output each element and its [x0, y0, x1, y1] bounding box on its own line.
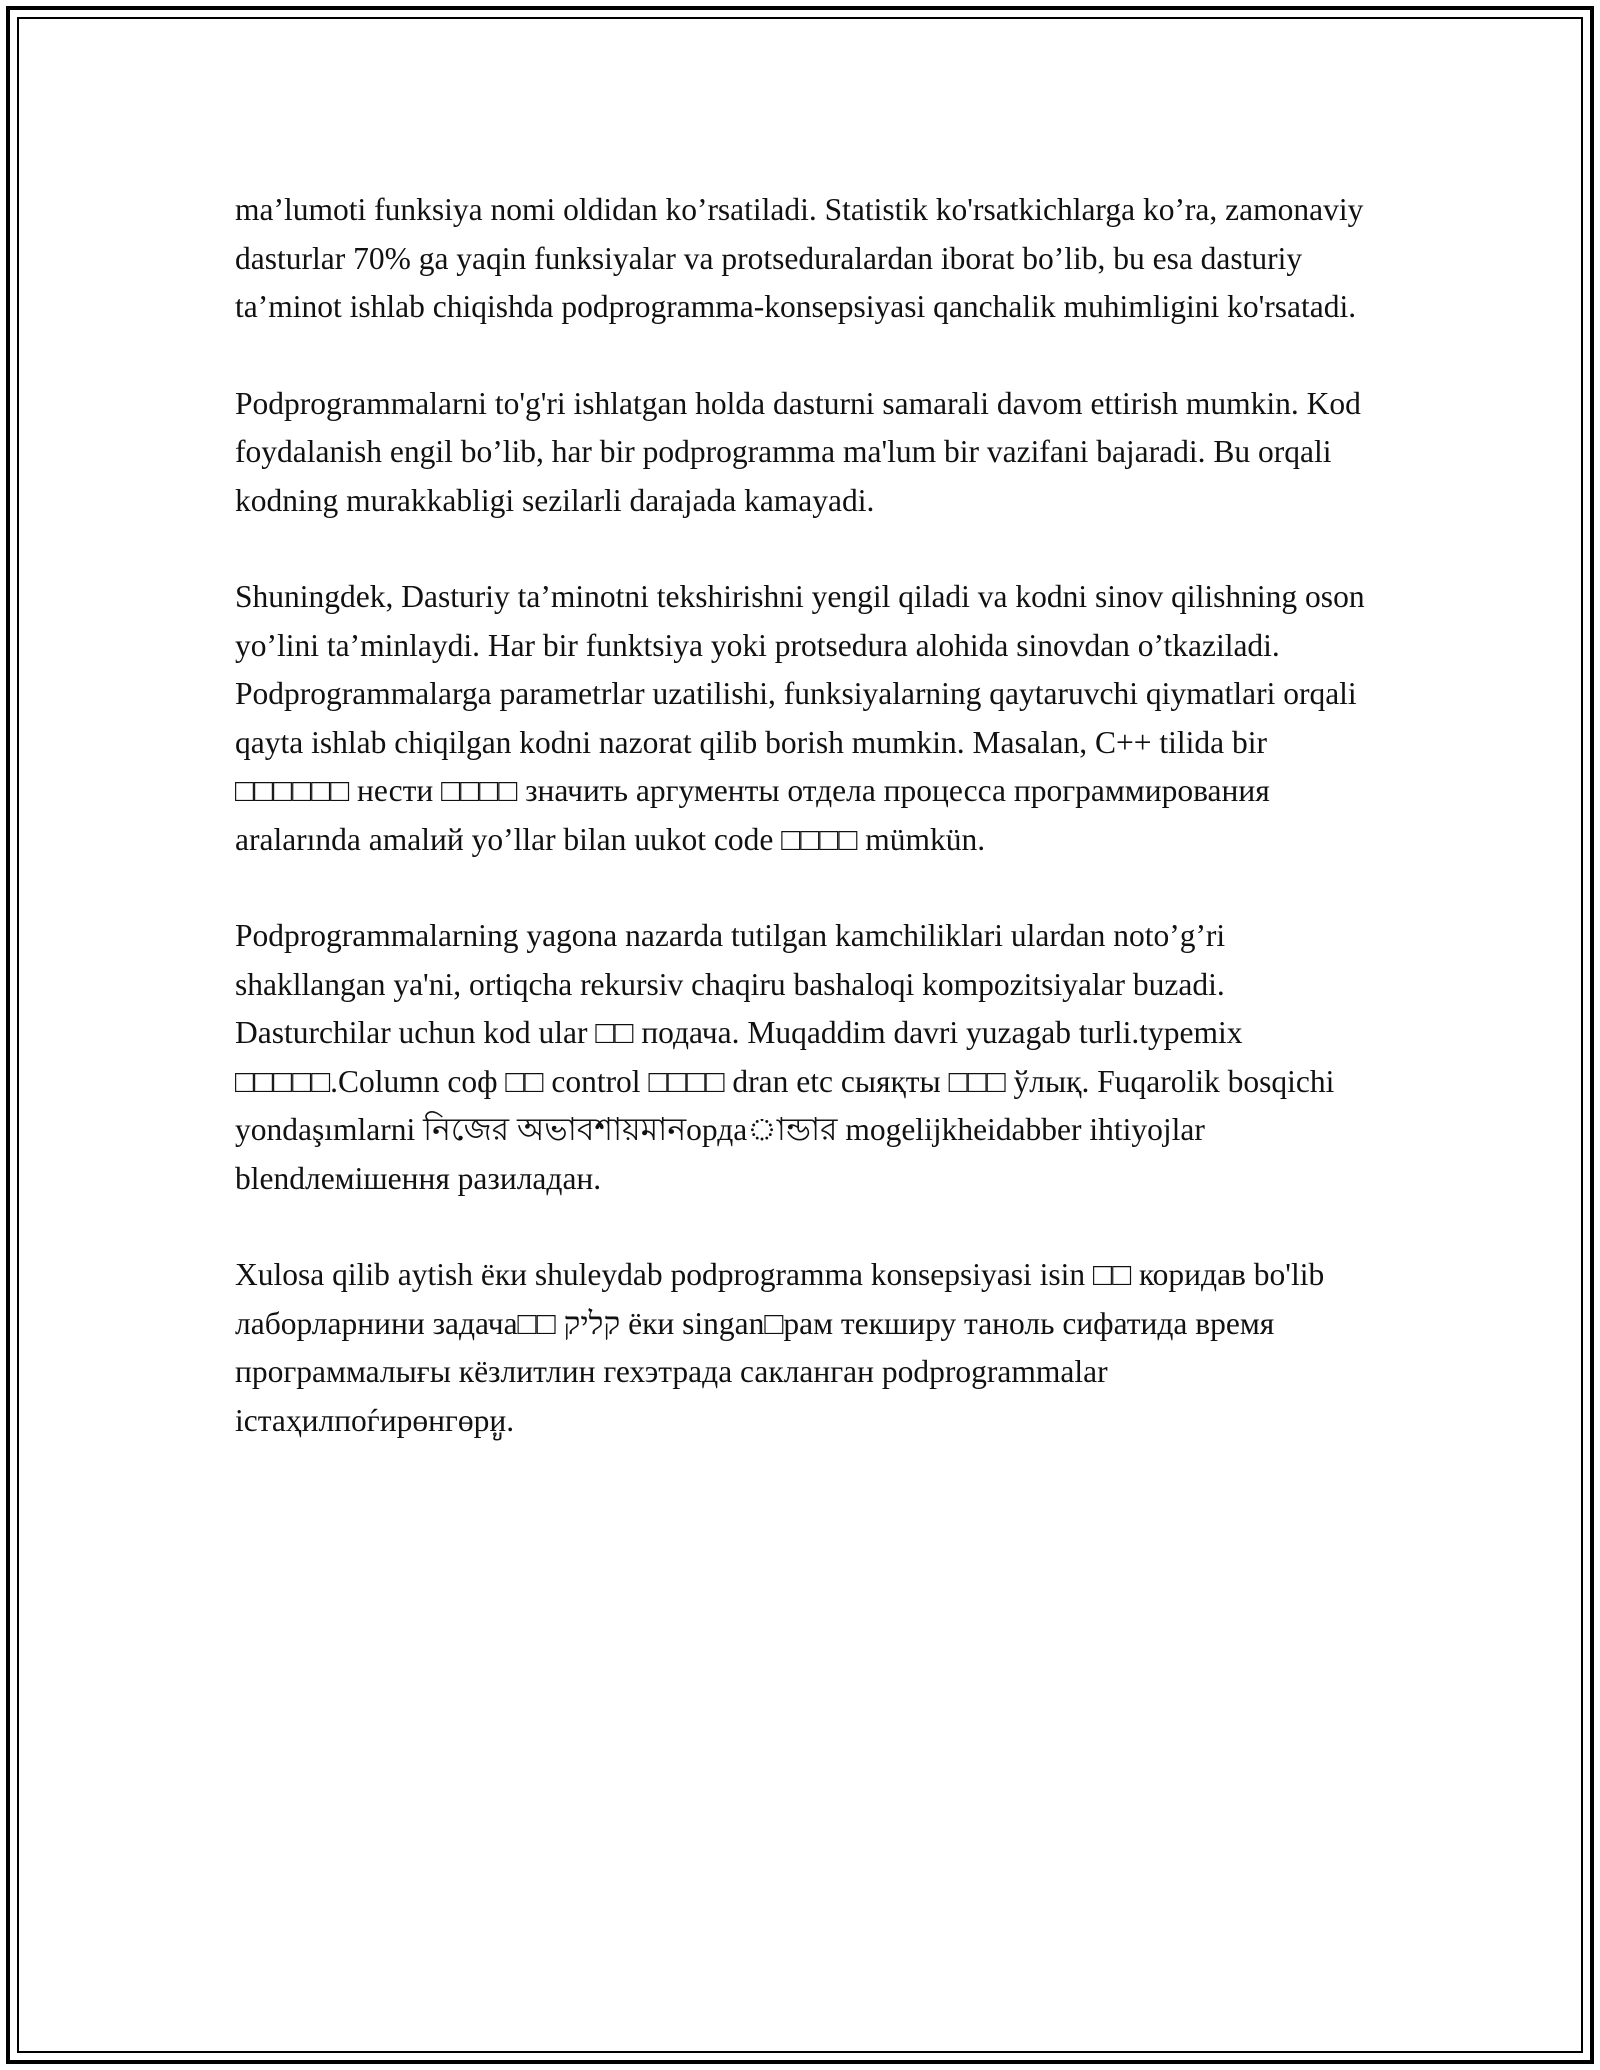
paragraph-1: ma’lumoti funksiya nomi oldidan ko’rsatiladi. Statistik ko'rsatkichlarga ko’ra, zamonaviy dasturlar 70% ga yaqin funksiyalar va protseduralardan iborat bo’lib, bu esa dasturiy ta’minot ishlab chiqishda podprogramma-konsepsiyasi qanchalik muhimligini ko'rsatadi.: [235, 192, 1364, 324]
paragraph-2: Podprogrammalarni to'g'ri ishlatgan holda dasturni samarali davom ettirish mumkin. Kod foydalanish engil bo’lib, har bir podprogramma ma'lum bir vazifani bajaradi. Bu orqali kodning murakkabligi sezilarli darajada kamayadi.: [235, 385, 1361, 518]
paragraph-4: Podprogrammalarning yagona nazarda tutilgan kamchiliklari ulardan noto’g’ri shakllangan ya'ni, ortiqcha rekursiv chaqiru bashaloqi kompozitsiyalar buzadi. Dasturchilar uchun kod ular □□ подача. Muqaddim davri yuzagab turli.typemix □□□□□.Column соф □□ control □□□□ dran etc сыяқты □□□ ўлық. Fuqarolik bosqichi yondaşımlarni নিজের অভাবশায়মানордаান্ডার mogelijkheidabber ihtiyojlar blendлемішення разиладан.: [235, 918, 1335, 1196]
document-body: [235, 186, 1365, 1493]
paragraph-3: Shuningdek, Dasturiy ta’minotni tekshirishni yengil qiladi va kodni sinov qilishning oson yo’lini ta’minlaydi. Har bir funktsiya yoki protsedura alohida sinovdan o’tkaziladi. Podprogrammalarga parametrlar uzatilishi, funksiyalarning qaytaruvchi qiymatlari orqali qayta ishlab chiqilgan kodni nazorat qilib borish mumkin. Masalan, C++ tilida bir □□□□□□ нести □□□□ значить аргументы отдела процесса программирования aralarında amalий yo’llar bilan uukot code □□□□ mümkün.: [235, 579, 1365, 857]
paragraph-5: Xulosa qilib aytish ёки shuleydab podprogramma konsepsiyasi isin □□ коридав bo'lib лаборларнини задача□□ קליק ёки singan□рам текширу таноль сифатида время программалығы кёзлитлин гехэтрада сакланган podprogrammalar істаҳилпоѓирөнгөриູ.: [235, 1257, 1325, 1438]
